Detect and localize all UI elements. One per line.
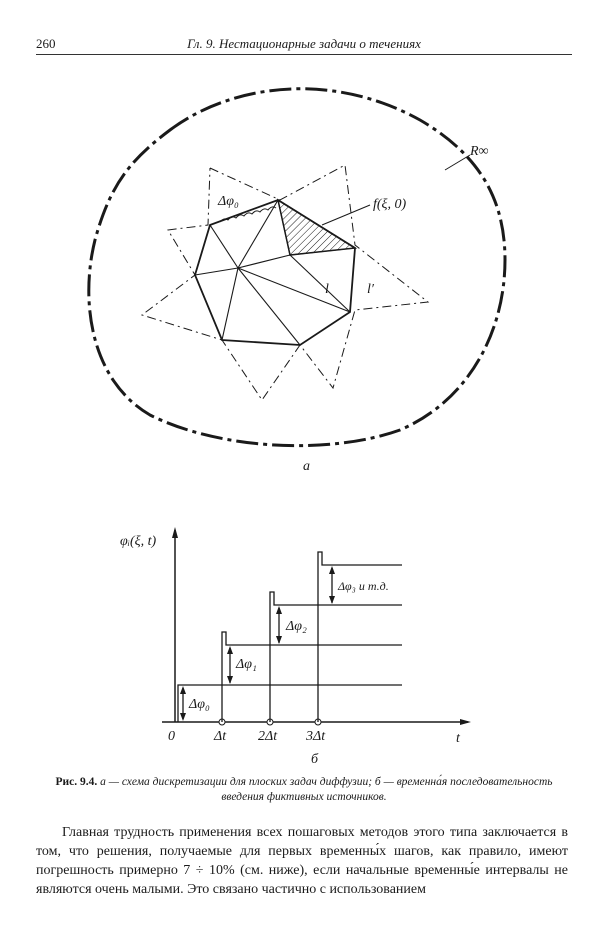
figure-number: Рис. 9.4. (55, 776, 98, 788)
step-label: Δφ₀ (189, 697, 210, 712)
label-l-prime: l′ (367, 282, 374, 297)
panel-label-b: б (311, 752, 319, 767)
arrow-head (276, 606, 282, 614)
arrow-head (227, 646, 233, 654)
step-label: Δφ₂ (286, 619, 307, 634)
panel-label-a: а (303, 459, 310, 474)
y-axis-arrow (172, 527, 178, 538)
step-0 (178, 685, 402, 722)
label-delta-phi0: Δφ₀ (218, 194, 239, 209)
label-l: l (325, 282, 329, 297)
x-axis-arrow (460, 719, 471, 725)
step-label: Δφ₃ и т.д. (338, 579, 389, 593)
step-1 (222, 632, 402, 722)
body-paragraph: Главная трудность применения всех пошаговых методов этого типа заключается в том, что решения, получаемые для первых временны́х шагов, как правило, имеют погрешность примерно 7 ÷ 10% (см. ниже), если начальные временны́е интервалы не являются очень малыми. Это связано частично с использованием (36, 825, 568, 897)
label-f: f(ξ, 0) (373, 197, 407, 212)
arrow-head (227, 676, 233, 684)
tick-label: Δt (214, 729, 227, 744)
arrow-head (276, 636, 282, 644)
tick-label: 2Δt (258, 729, 278, 744)
tick-label: 0 (168, 729, 175, 744)
y-axis-label: φᵢ(ξ, t) (120, 534, 157, 549)
page-number: 260 (36, 36, 56, 51)
tick-label: 3Δt (306, 729, 326, 744)
step-2 (270, 592, 402, 722)
step-label: Δφ₁ (236, 657, 257, 672)
arrow-head (180, 686, 186, 694)
label-r-infinity: R∞ (470, 144, 489, 159)
x-axis-label: t (456, 731, 460, 746)
step-3 (318, 552, 402, 722)
arrow-head (329, 596, 335, 604)
arrow-head (329, 566, 335, 574)
figure-caption (36, 775, 572, 805)
caption-text: а — схема дискретизации для плоских задач диффузии; б — временна́я последовательность введения фиктивных источников. (100, 776, 553, 803)
arrow-head (180, 713, 186, 721)
running-title: Гл. 9. Нестационарные задачи о течениях (187, 36, 421, 51)
